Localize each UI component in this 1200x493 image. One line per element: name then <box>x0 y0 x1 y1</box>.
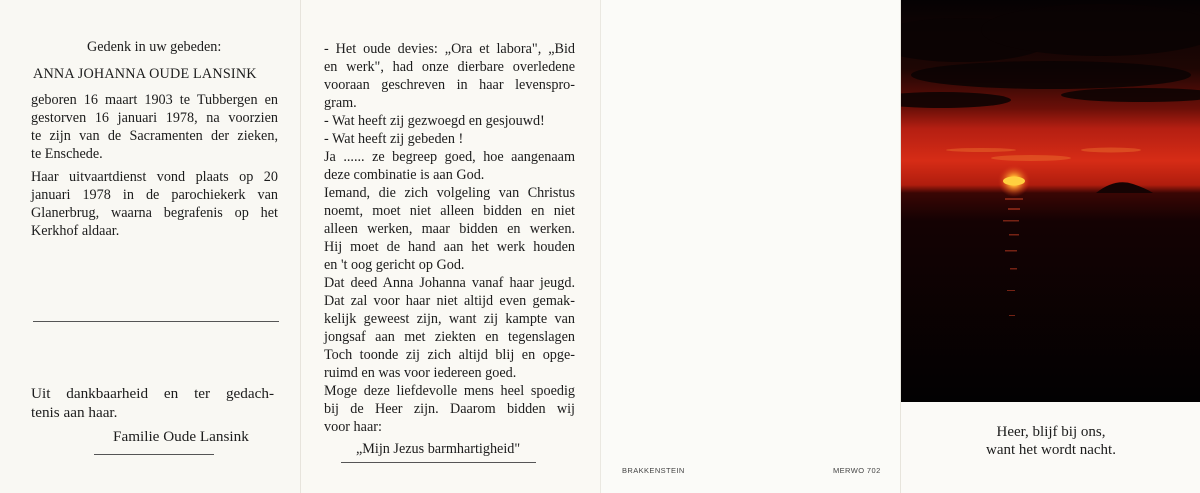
thanks-paragraph <box>31 384 274 422</box>
tribute-line: bij de Heer zijn. Daarom bidden wij <box>324 401 575 417</box>
paragraph-line: gestorven 16 januari 1978, na voorzien <box>31 110 278 126</box>
card-panel-back <box>600 0 900 493</box>
tribute-line: alleen werken, maar bidden en werken. <box>324 221 575 237</box>
tribute-line: jongsaf aan met ziekten en tegenslagen <box>324 329 575 345</box>
caption-line-2: want het wordt nacht. <box>986 442 1116 458</box>
card-panel-front <box>0 0 300 493</box>
tribute-line: Dat zal voor haar niet altijd even gemak- <box>324 293 575 309</box>
tribute-line: en 't oog gericht op God. <box>324 257 465 273</box>
sunset-photo <box>901 0 1200 402</box>
tribute-line: deze combinatie is aan God. <box>324 167 485 183</box>
prayer-underline <box>341 462 536 463</box>
tribute-line: Hij moet de hand aan het werk houden <box>324 239 575 255</box>
paragraph-line: geboren 16 maart 1903 te Tubbergen en <box>31 92 278 108</box>
tribute-text <box>324 40 575 436</box>
tribute-line: - Wat heeft zij gebeden ! <box>324 131 464 147</box>
paragraph-line: januari 1978 in de parochiekerk van <box>31 187 278 203</box>
family-signature: Familie Oude Lansink <box>113 428 249 445</box>
card-panel-text <box>300 0 600 493</box>
paragraph-line: te Enschede. <box>31 146 103 162</box>
deceased-name: ANNA JOHANNA OUDE LANSINK <box>33 66 257 82</box>
tribute-line: Moge deze liefdevolle mens heel spoedig <box>324 383 575 399</box>
funeral-paragraph <box>31 168 278 240</box>
tribute-line: vooraan geschreven in haar levenspro- <box>324 77 575 93</box>
caption-line-1: Heer, blijf bij ons, <box>996 424 1106 440</box>
tribute-line: ruimd en was voor iedereen goed. <box>324 365 517 381</box>
printer-name: BRAKKENSTEIN <box>622 466 685 475</box>
tribute-line: Iemand, die zich volgeling van Christus <box>324 185 575 201</box>
tribute-line: Toch toonde zij zich altijd blij en opge- <box>324 347 575 363</box>
paragraph-line: tenis aan haar. <box>31 404 118 421</box>
tribute-line: kelijk geweest zijn, want zij kampte van <box>324 311 575 327</box>
signature-underline <box>94 454 214 455</box>
intro-text: Gedenk in uw gebeden: <box>87 39 222 55</box>
prayer-text: „Mijn Jezus barmhartigheid" <box>356 441 521 457</box>
birth-death-paragraph <box>31 91 278 163</box>
paragraph-line: Glanerbrug, waarna begrafenis op het <box>31 205 278 221</box>
card-code: MERWO 702 <box>833 466 881 475</box>
tribute-line: - Wat heeft zij gezwoegd en gesjouwd! <box>324 113 545 129</box>
tribute-line: Dat deed Anna Johanna vanaf haar jeugd. <box>324 275 575 291</box>
tribute-line: - Het oude devies: „Ora et labora", „Bid <box>324 41 575 57</box>
tribute-line: voor haar: <box>324 419 382 435</box>
tribute-line: noemt, moet niet alleen bidden en niet <box>324 203 575 219</box>
tribute-line: en werk", had onze dierbare overledene <box>324 59 575 75</box>
paragraph-line: Haar uitvaartdienst vond plaats op 20 <box>31 169 278 185</box>
divider-line <box>33 321 279 322</box>
paragraph-line: Kerkhof aldaar. <box>31 223 120 239</box>
paragraph-line: Uit dankbaarheid en ter gedach- <box>31 385 274 402</box>
tribute-line: Ja ...... ze begreep goed, hoe aangenaam <box>324 149 575 165</box>
card-panel-photo <box>900 0 1200 493</box>
tribute-line: gram. <box>324 95 357 111</box>
paragraph-line: te zijn van de Sacramenten der zieken, <box>31 128 278 144</box>
sun-disc <box>1003 177 1025 186</box>
